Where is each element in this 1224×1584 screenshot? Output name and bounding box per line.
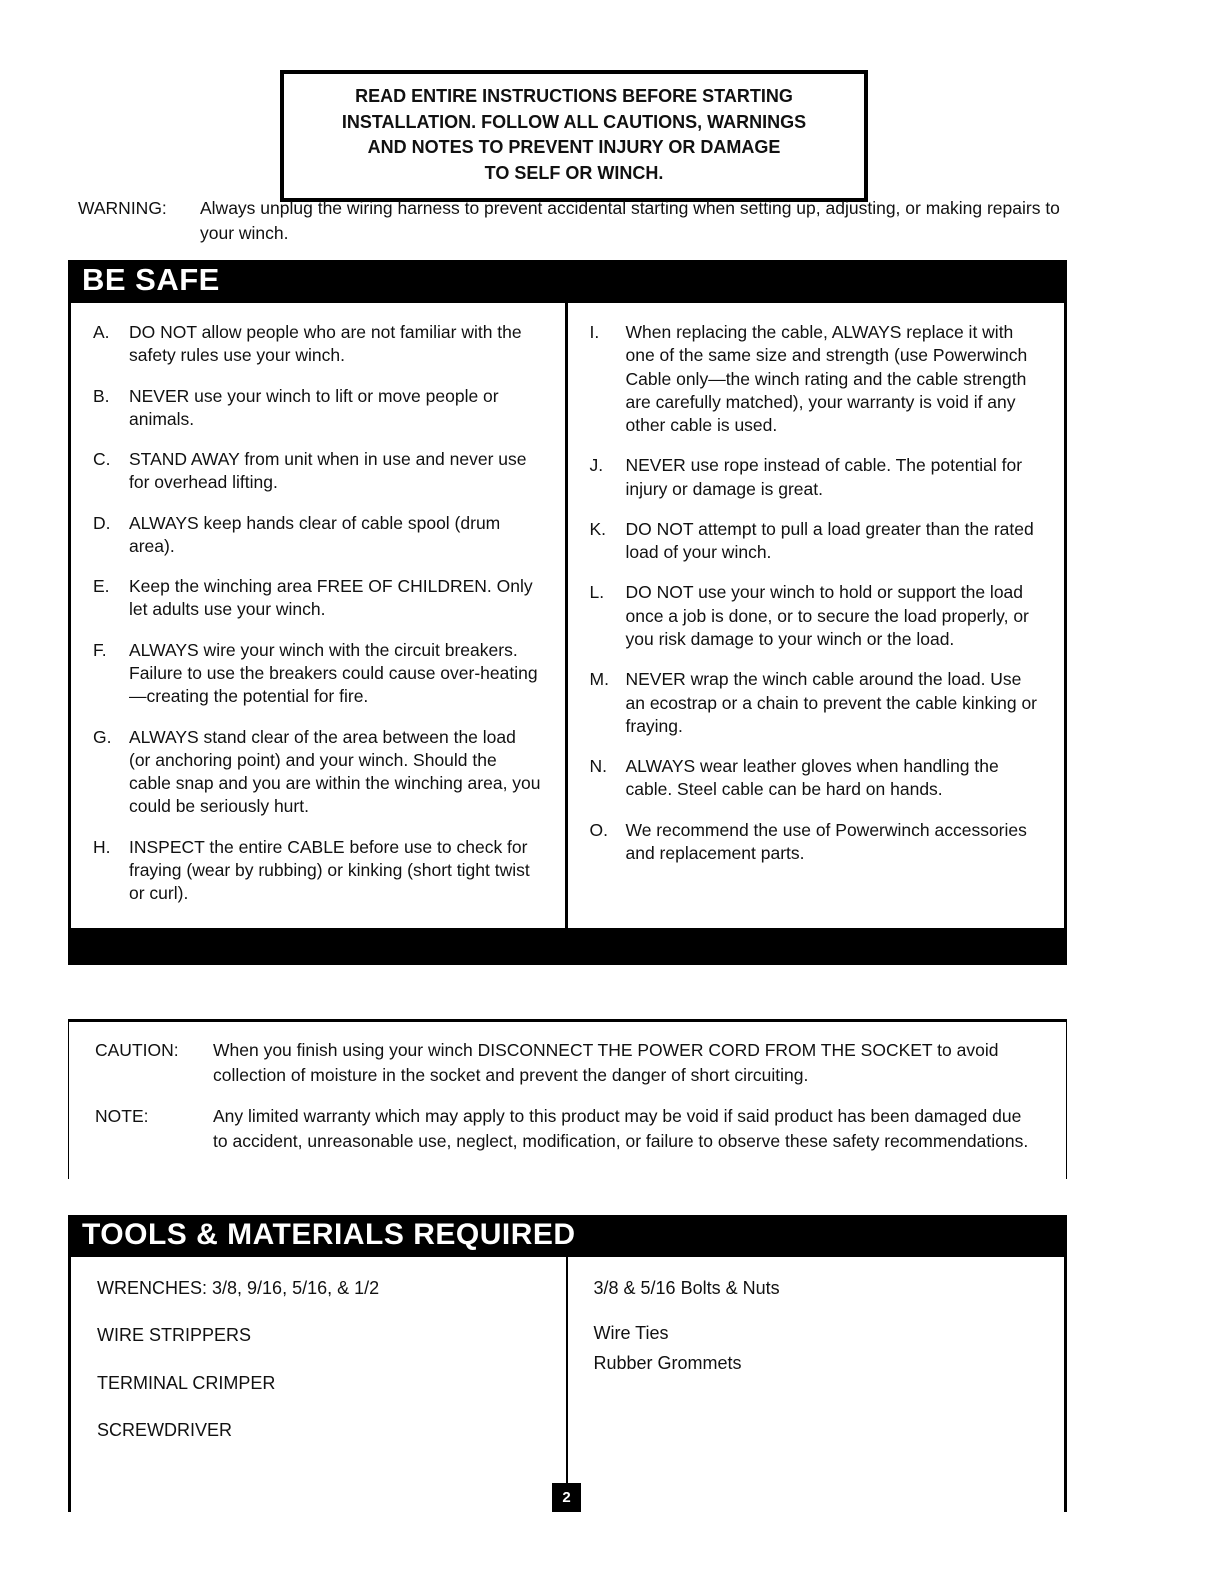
tools-right-column (568, 1257, 1065, 1512)
list-item: D. ALWAYS keep hands clear of cable spool (drum area). (93, 512, 501, 556)
tool-item: Rubber Grommets (593, 1352, 742, 1373)
warning-text: Always unplug the wiring harness to prevent accidental starting when setting up, adjusting, or making repairs to your winch. (200, 198, 1060, 244)
caution-text: When you finish using your winch DISCONNECT THE POWER CORD FROM THE SOCKET to avoid collection of moisture in the socket and prevent the danger of short circuiting. (213, 1040, 999, 1085)
warning-paragraph (78, 196, 1078, 247)
be-safe-footer-bar (68, 928, 1067, 965)
tool-item: SCREWDRIVER (97, 1420, 233, 1441)
be-safe-right-column (568, 303, 1065, 928)
list-item: C. STAND AWAY from unit when in use and never use for overhead lifting. (93, 449, 527, 493)
notice-line: INSTALLATION. FOLLOW ALL CAUTIONS, WARNINGS (341, 111, 807, 132)
tools-materials-section (68, 1215, 1067, 1512)
be-safe-header: BE SAFE (68, 260, 1067, 303)
caution-label: CAUTION: (95, 1040, 179, 1060)
list-item: O. We recommend the use of Powerwinch accessories and replacement parts. (589, 819, 1027, 863)
list-item: L. DO NOT use your winch to hold or support the load once a job is done, or to secure the load properly, or you risk damage to your winch or the load. (589, 582, 1029, 650)
list-item: E. Keep the winching area FREE OF CHILDREN. Only let adults use your winch. (93, 576, 533, 620)
note-label: NOTE: (95, 1105, 149, 1126)
list-item: N. ALWAYS wear leather gloves when handling the cable. Steel cable can be hard on hands. (589, 756, 999, 800)
caution-paragraph (95, 1038, 1042, 1088)
tool-item: 3/8 & 5/16 Bolts & Nuts (593, 1278, 780, 1298)
note-text: Any limited warranty which may apply to this product may be void if said product has been damaged due to accident, unreasonable use, neglect, modification, or failure to observe these safety recommendations. (213, 1105, 1029, 1151)
warning-label: WARNING: (78, 198, 167, 218)
read-instructions-notice (280, 70, 868, 202)
be-safe-columns (68, 303, 1067, 928)
tool-item: WIRE STRIPPERS (97, 1325, 252, 1346)
tools-left-column (71, 1257, 568, 1512)
tool-item: WRENCHES: 3/8, 9/16, 5/16, & 1/2 (97, 1278, 380, 1298)
be-safe-left-column (71, 303, 568, 928)
page-number: 2 (552, 1483, 581, 1512)
list-item: K. DO NOT attempt to pull a load greater than the rated load of your winch. (589, 518, 1034, 563)
list-item: I. When replacing the cable, ALWAYS replace it with one of the same size and strength (use Powerwinch Cable only—the winch rating and the cable strength are carefully matched), your warranty is void if any other cable is used. (589, 322, 1028, 436)
tool-item: Wire Ties (593, 1323, 669, 1344)
list-item: B. NEVER use your winch to lift or move people or animals. (93, 385, 499, 429)
list-item: J. NEVER use rope instead of cable. The potential for injury or damage is great. (589, 455, 1023, 499)
list-item: H. INSPECT the entire CABLE before use to check for fraying (wear by rubbing) or kinking (short tight twist or curl). (93, 836, 530, 904)
be-safe-section (68, 260, 1067, 965)
list-item: M. NEVER wrap the winch cable around the load. Use an ecostrap or a chain to prevent the cable kinking or fraying. (589, 669, 1037, 736)
notice-line: READ ENTIRE INSTRUCTIONS BEFORE STARTING (355, 86, 793, 106)
notice-line: TO SELF OR WINCH. (484, 162, 664, 183)
tools-columns (68, 1257, 1067, 1512)
list-item: F. ALWAYS wire your winch with the circuit breakers. Failure to use the breakers could cause over-heating—creating the potential for fire. (93, 639, 538, 707)
tools-header: TOOLS & MATERIALS REQUIRED (68, 1215, 1067, 1257)
list-item: A. DO NOT allow people who are not familiar with the safety rules use your winch. (93, 322, 522, 366)
tool-item: TERMINAL CRIMPER (97, 1372, 276, 1393)
note-paragraph (95, 1104, 1042, 1154)
list-item: G. ALWAYS stand clear of the area between the load (or anchoring point) and your winch. Should the cable snap and you are within the winching area, you could be seriously hurt. (93, 726, 541, 817)
notice-line: AND NOTES TO PREVENT INJURY OR DAMAGE (367, 137, 781, 158)
caution-note-box (68, 1019, 1067, 1179)
